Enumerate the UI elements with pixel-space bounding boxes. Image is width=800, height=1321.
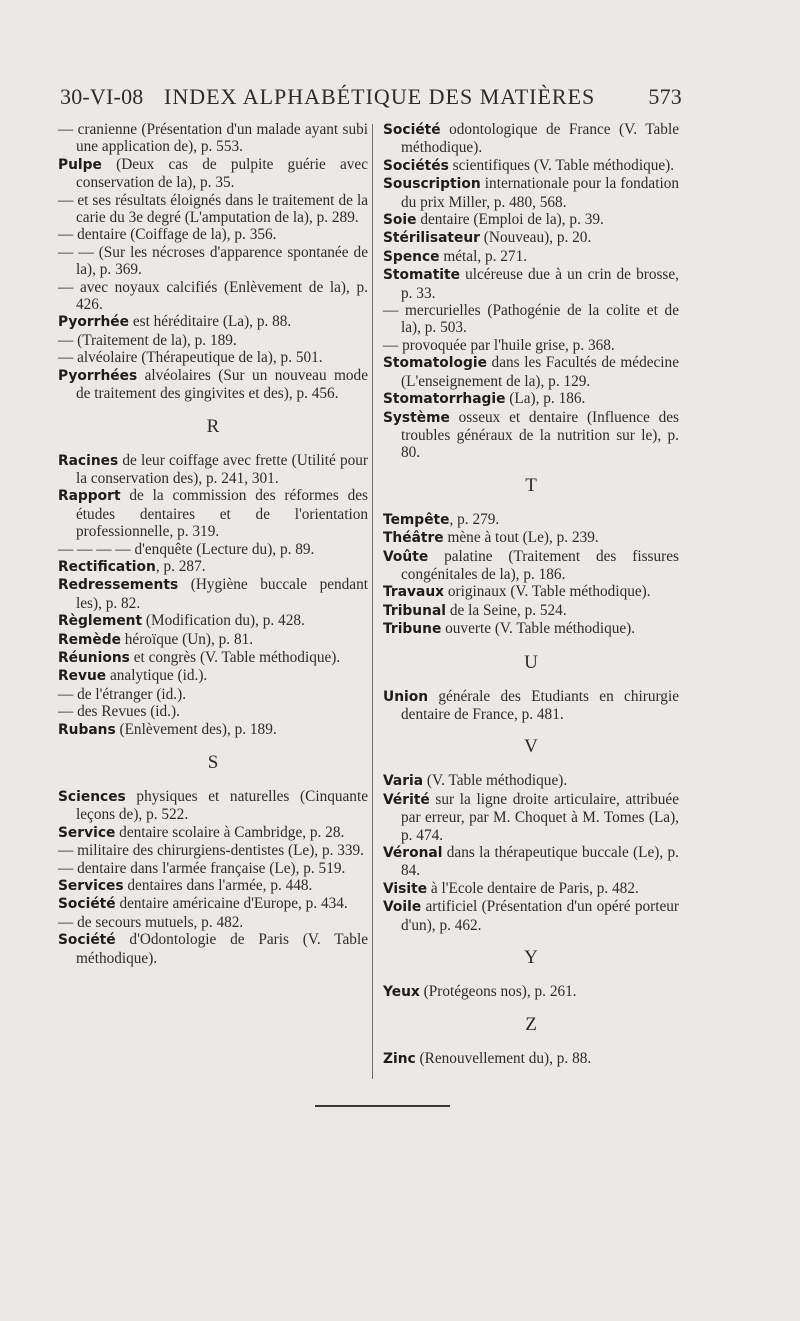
entry-text: , p. 279. [449,510,500,528]
index-entry [383,354,679,390]
entry-text: , p. 287. [155,557,206,575]
entry-text: (La), p. 186. [505,390,586,408]
index-entry [58,860,368,877]
entry-text: ouverte (V. Table méthodique). [441,620,636,638]
entry-text: est héréditaire (La), p. 88. [129,313,292,331]
entry-headword: Varia [383,773,424,790]
entry-headword: Remède [58,631,121,648]
index-entry [58,931,368,967]
index-entry [383,266,679,302]
entry-text: d'Odontologie de Paris (V. Table méthodique). [76,931,368,967]
index-entry [58,877,368,895]
entry-text: (Hygiène buccale pendant les), p. 82. [76,576,368,612]
entry-headword: Rectification [58,558,156,575]
entry-headword: Stomatologie [383,355,487,372]
index-entry [58,244,368,279]
entry-headword: Voûte [383,548,429,565]
index-entry [383,602,679,620]
index-entry [58,487,368,540]
entry-headword: Soie [383,212,417,229]
index-entry [383,529,679,547]
entry-text: palatine (Traitement des fissures congénitales de la), p. 186. [401,547,679,583]
entry-headword: Service [58,824,116,841]
entry-text: mène à tout (Le), p. 239. [443,529,599,547]
entry-headword: Pyorrhées [58,367,138,384]
index-entry [58,279,368,314]
entry-headword: Société [383,122,441,138]
section-letter: Z [525,1014,537,1036]
section-letter: Y [524,947,538,969]
entry-text: dentaires dans l'armée, p. 448. [123,877,313,895]
entry-headword: Tribune [383,621,442,638]
index-entry [58,649,368,667]
index-entry [58,558,368,576]
entry-text: dentaire scolaire à Cambridge, p. 28. [115,823,345,841]
entry-headword: Services [58,878,124,895]
index-entry [383,772,679,790]
index-entry [383,409,679,462]
entry-text: à l'Ecole dentaire de Paris, p. 482. [427,879,639,897]
entry-headword: Système [383,409,450,426]
page-title: INDEX ALPHABÉTIQUE DES MATIÈRES [164,84,596,109]
index-entry [383,898,679,934]
entry-text: sur la ligne droite articulaire, attribuée par erreur, par M. Choquet à M. Tomes (La), p. 474. [401,790,679,844]
entry-headword: Société [58,896,116,913]
entry-headword: Société [58,932,116,949]
entry-text: internationale pour la fondation du prix Miller, p. 480, 568. [401,175,679,211]
entry-text: de la commission des réformes des études dentaires et de l'orientation professionnelle, p. 319. [76,487,368,541]
index-entry [383,302,679,337]
index-entry [58,367,368,403]
entry-text: dentaire américaine d'Europe, p. 434. [115,895,348,913]
index-entry [383,229,679,247]
entry-text: (Nouveau), p. 20. [479,229,592,247]
index-entry [383,511,679,529]
entry-headword: Rubans [58,721,116,738]
index-entry [58,121,368,156]
index-entry [383,248,679,266]
entry-text: originaux (V. Table méthodique). [444,583,651,601]
entry-text: odontologique de France (V. Table méthodique). [401,121,679,157]
entry-headword: Stérilisateur [383,230,480,247]
section-letter: U [524,651,538,673]
index-entry [58,192,368,227]
entry-text: (Renouvellement du), p. 88. [415,1050,592,1068]
entry-text: — provoquée par l'huile grise, p. 368. [383,336,615,354]
index-entry [58,914,368,931]
entry-text: — de l'étranger (id.). [58,685,187,703]
index-entry [383,583,679,601]
entry-text: (Enlèvement des), p. 189. [115,720,277,738]
entry-text: (Deux cas de pulpite guérie avec conservation de la), p. 35. [76,155,368,192]
index-entry [383,175,679,211]
entry-text: scientifiques (V. Table méthodique). [448,156,675,174]
entry-text: — mercurielles (Pathogénie de la colite et de la), p. 503. [383,302,679,337]
entry-text: — dentaire dans l'armée française (Le), p. 519. [58,859,346,877]
entry-headword: Règlement [58,613,143,630]
entry-text: — — (Sur les nécroses d'apparence spontanée de la), p. 369. [58,243,368,279]
entry-text: osseux et dentaire (Influence des troubles généraux de la nutrition sur le), p. 80. [401,408,679,462]
entry-headword: Sociétés [383,157,449,174]
entry-text: — dentaire (Coiffage de la), p. 356. [58,226,277,244]
entry-headword: Stomatorrhagie [383,391,506,408]
index-entry [383,844,679,880]
end-rule [315,1105,450,1107]
index-entry [383,983,679,1001]
index-entry [383,337,679,354]
index-entry [58,576,368,612]
index-entry [58,667,368,685]
index-entry [383,121,679,157]
entry-headword: Union [383,688,429,705]
entry-text: (Modification du), p. 428. [142,612,305,630]
entry-headword: Tempête [383,511,450,528]
entry-headword: Vérité [383,791,430,808]
left-column [58,121,368,967]
entry-headword: Réunions [58,649,130,666]
entry-text: — — — — d'enquête (Lecture du), p. 89. [58,540,315,558]
entry-headword: Visite [383,880,428,897]
entry-text: — alvéolaire (Thérapeutique de la), p. 501. [58,349,323,367]
entry-text: (V. Table méthodique). [423,772,568,790]
index-entry [58,895,368,913]
section-letter: R [206,415,220,437]
entry-headword: Tribunal [383,602,446,619]
entry-text: analytique (id.). [106,667,208,685]
entry-headword: Travaux [383,584,445,601]
entry-headword: Spence [383,248,440,265]
index-entry [383,390,679,408]
index-entry [58,452,368,488]
entry-headword: Voile [383,899,422,916]
entry-text: — avec noyaux calcifiés (Enlèvement de la), p. 426. [58,278,368,314]
index-entry [58,226,368,243]
entry-text: ulcéreuse due à un crin de brosse, p. 33. [401,266,679,302]
index-entry [58,631,368,649]
index-entry [383,211,679,229]
entry-text: générale des Etudiants en chirurgie dentaire de France, p. 481. [401,687,679,723]
page-number: 573 [648,84,682,109]
index-entry [58,824,368,842]
entry-headword: Racines [58,452,119,469]
right-column [383,121,679,1069]
entry-headword: Revue [58,668,107,685]
index-entry [58,686,368,703]
entry-text: — (Traitement de la), p. 189. [58,331,237,349]
entry-text: physiques et naturelles (Cinquante leçons de), p. 522. [76,788,368,824]
entry-text: — des Revues (id.). [58,703,180,721]
entry-headword: Stomatite [383,267,460,284]
column-divider [372,124,373,1079]
entry-headword: Théâtre [383,530,444,547]
index-entry [58,842,368,859]
index-entry [383,688,679,724]
section-letter: T [525,474,537,496]
entry-text: dans les Facultés de médecine (L'enseignement de la), p. 129. [401,354,679,390]
entry-text: alvéolaires (Sur un nouveau mode de traitement des gingivites et des), p. 456. [76,366,368,403]
entry-text: dentaire (Emploi de la), p. 39. [416,211,604,229]
index-entry [58,703,368,720]
entry-headword: Yeux [383,984,420,1001]
entry-text: — cranienne (Présentation d'un malade ayant subi une application de), p. 553. [58,121,368,156]
index-entry [58,541,368,558]
entry-headword: Zinc [383,1051,416,1068]
index-entry [58,313,368,331]
index-entry [383,1050,679,1068]
index-entry [58,788,368,824]
index-entry [383,791,679,844]
entry-text: — de secours mutuels, p. 482. [58,913,244,931]
index-entry [58,721,368,739]
issue-reference: 30-VI-08 [60,84,144,109]
entry-headword: Pyorrhée [58,314,129,331]
entry-text: — et ses résultats éloignés dans le traitement de la carie du 3e degré (L'amputation de la), p. 289. [58,191,368,227]
index-entry [383,157,679,175]
entry-text: héroïque (Un), p. 81. [120,630,254,648]
entry-headword: Pulpe [58,156,102,173]
index-entry [383,620,679,638]
index-entry [383,880,679,898]
section-letter: V [524,736,538,758]
section-letter: S [207,752,219,773]
entry-headword: Souscription [383,176,481,193]
index-entry [58,349,368,366]
entry-text: et congrès (V. Table méthodique). [129,648,341,666]
entry-text: dans la thérapeutique buccale (Le), p. 84. [401,844,679,880]
index-entry [383,548,679,584]
entry-headword: Véronal [383,845,443,861]
index-entry [58,612,368,630]
index-entry [58,156,368,192]
entry-text: artificiel (Présentation d'un opéré porteur d'un), p. 462. [401,898,679,934]
entry-text: de leur coiffage avec frette (Utilité pour la conservation des), p. 241, 301. [76,451,368,487]
entry-headword: Sciences [58,789,126,805]
entry-text: — militaire des chirurgiens-dentistes (Le), p. 339. [58,842,365,860]
index-entry [58,332,368,349]
entry-headword: Rapport [58,488,121,505]
entry-text: de la Seine, p. 524. [446,601,567,619]
entry-headword: Redressements [58,577,179,594]
entry-text: (Protégeons nos), p. 261. [419,983,577,1001]
entry-text: métal, p. 271. [439,247,528,265]
